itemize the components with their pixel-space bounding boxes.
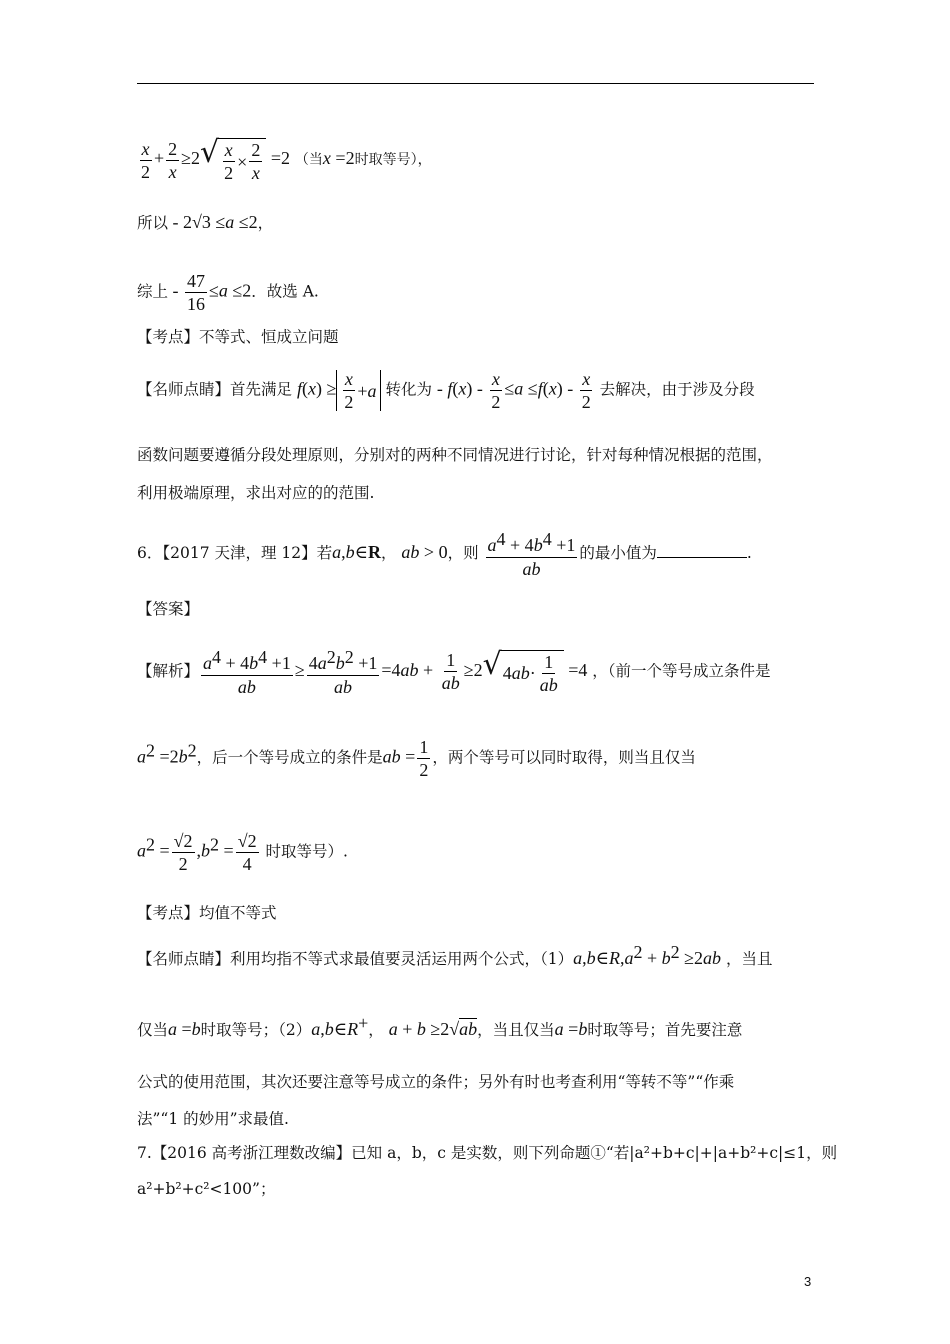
- tip3-a: 仅当: [137, 1021, 169, 1040]
- tip2-suffix: ，当且: [725, 950, 773, 969]
- tip-mid: 转化为: [385, 380, 432, 399]
- tip-prefix: 【名师点睛】首先满足: [137, 380, 293, 399]
- condition-line-2: $a^2$ = $\frac{√2}{2}$ $,b^2$ = $\frac{√2}{4}$ 时取等号）.: [137, 831, 348, 874]
- equation-line-1: $\frac{x}{2}$ + $\frac{2}{x}$ ≥2 √ $\frac{x}{2}$ × $\frac{2}{x}$ =2 （当x =2时取等号），: [141, 135, 432, 183]
- tip2-line-2: 仅当a =b时取等号；（2）a,b∈R+， a + b ≥2√ab，当且仅当a =b时取等号；首先要注意: [137, 1013, 743, 1040]
- cond3: 时取等号）.: [265, 842, 348, 861]
- q6-sep: ，: [380, 543, 397, 562]
- cond1: ，后一个等号成立的条件是: [196, 748, 383, 767]
- line3-suffix: ．故选 A.: [251, 282, 319, 301]
- q6-then: ，则: [447, 543, 479, 562]
- analysis-line: 【解析】 $\frac{a^4 + 4b^4 +1}{ab}$ ≥ $\frac{4a^2b^2 +1}{ab}$ =4ab + $\frac{1}{ab}$ ≥2 √ 4 ab · $\frac{1}{ab}$ =4 ，（前一个等号成立条件是: [137, 646, 771, 697]
- tip3-d: ，当且仅当: [477, 1021, 555, 1040]
- header-rule: [137, 83, 814, 84]
- note-text: （当: [294, 152, 323, 168]
- answer-label: 【答案】: [137, 600, 200, 618]
- q6-suffix: 的最小值为: [579, 543, 657, 562]
- equation-line-3: 综上 - $\frac{47}{16}$ ≤a ≤2．故选 A.: [137, 271, 319, 314]
- tip-line-1: 【名师点睛】首先满足 f(x) ≥ $\frac{x}{2}$ + a 转化为 - f(x) - $\frac{x}{2}$ ≤a ≤f(x) - $\frac{x}{2}$ 去解决，由于涉及分段: [137, 369, 755, 412]
- answer-blank: [657, 557, 747, 558]
- q6-prefix: 6．【2017 天津，理 12】若: [137, 543, 333, 562]
- line2-suffix: ，: [257, 214, 274, 232]
- kaodian-1: 【考点】不等式、恒成立问题: [137, 328, 339, 346]
- tip2-line-1: 【名师点睛】利用均指不等式求最值要灵活运用两个公式，$(1)a,b\in R,a^2 + b^2 \ge 2ab$ ，当且: [137, 942, 773, 969]
- analysis-prefix: 【解析】: [137, 661, 200, 680]
- condition-line: $a^2 =2b^2$，后一个等号成立的条件是ab = $\frac{1}{2}$ ，两个等号可以同时取得，则当且仅当: [137, 737, 696, 780]
- question-7-line-1: 7.【2016 高考浙江理数改编】已知 a，b，c 是实数，则下列命题①“若|a²+b+c|+|a+b²+c|≤1，则: [137, 1144, 838, 1162]
- tip2-line-4: 法”“1 的妙用”求最值.: [137, 1110, 289, 1128]
- tip2-line-3: 公式的使用范围，其次还要注意等号成立的条件；另外有时也考查利用“等转不等”“作乘: [137, 1073, 735, 1091]
- equation-line-2: 所以 - 2√3 ≤a ≤2，: [137, 212, 274, 232]
- tip-suffix: 去解决，由于涉及分段: [599, 380, 755, 399]
- tip3-e: 时取等号；首先要注意: [587, 1021, 743, 1040]
- tip-line-2: 函数问题要遵循分段处理原则，分别对的两种不同情况进行讨论，针对每种情况根据的范围，: [137, 446, 773, 464]
- tip-line-3: 利用极端原理，求出对应的的范围.: [137, 484, 375, 502]
- line2-prefix: 所以: [137, 214, 169, 232]
- analysis-suffix: ，（前一个等号成立条件是: [592, 661, 771, 680]
- tip3-b: 时取等号；（2）: [200, 1021, 312, 1040]
- tip2-prefix: 【名师点睛】利用均指不等式求最值要灵活运用两个公式，（1）: [137, 950, 574, 969]
- cond2: ，两个等号可以同时取得，则当且仅当: [432, 748, 696, 767]
- line3-prefix: 综上: [137, 282, 169, 301]
- kaodian-2: 【考点】均值不等式: [137, 904, 277, 922]
- question-6: 6．【2017 天津，理 12】若a,b∈R， ab > 0，则 $\frac{a^4 + 4b^4 +1}{ab}$ 的最小值为 .: [137, 529, 752, 579]
- page-number: 3: [804, 1274, 812, 1289]
- tip3-c: ，: [368, 1021, 384, 1040]
- question-7-line-2: a²+b²+c²<100”；: [137, 1180, 276, 1198]
- note-text-2: 时取等号），: [354, 152, 432, 168]
- q6-end: .: [746, 543, 752, 562]
